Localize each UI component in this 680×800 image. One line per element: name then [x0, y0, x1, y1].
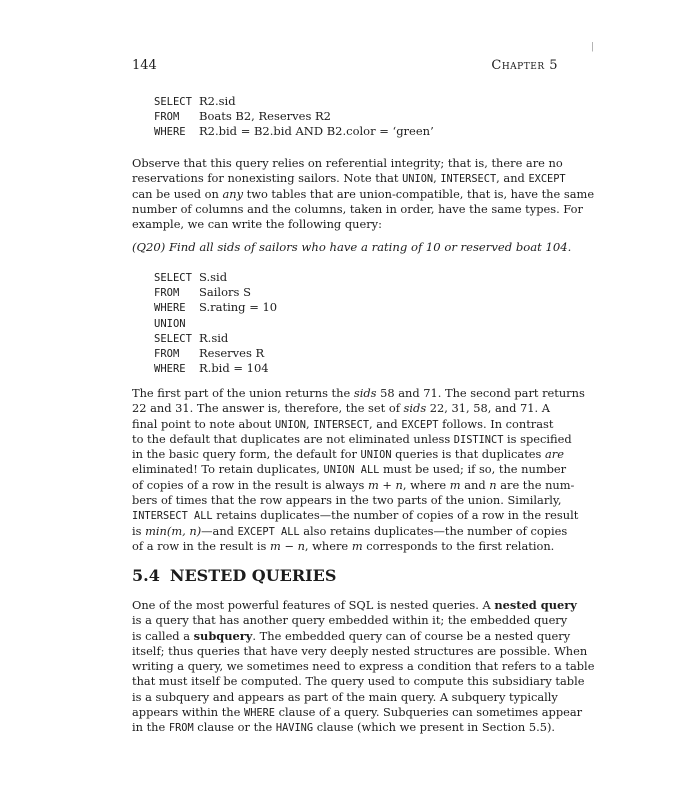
- sql-keyword: UNION: [360, 449, 392, 462]
- text-line: is a subquery and appears as part of the main query. A subquery typically: [132, 689, 558, 704]
- sql-keyword: INTERSECT ALL: [132, 510, 213, 523]
- sql-keyword: SELECT: [154, 272, 192, 284]
- page-number: 144: [132, 58, 157, 73]
- section-title: NESTED QUERIES: [169, 566, 337, 585]
- section-number: 5.4: [132, 566, 160, 585]
- text-line: writing a query, we sometimes need to express a condition that refers to a table: [132, 659, 595, 674]
- sql-keyword: WHERE: [154, 363, 186, 376]
- text-line: [132, 538, 555, 554]
- text-line: [132, 628, 571, 644]
- text-run: appears within the: [132, 705, 244, 720]
- chapter-label: Chapter 5: [491, 58, 558, 73]
- text-line: [132, 186, 595, 202]
- query-green-boats: [154, 94, 434, 140]
- query-line: [154, 285, 277, 300]
- text-line: [132, 401, 551, 416]
- sql-keyword: FROM: [154, 111, 180, 124]
- text-line: bers of times that the row appears in the two parts of the union. Similarly,: [132, 493, 562, 508]
- text-line: example, we can write the following query:: [132, 217, 382, 232]
- sql-keyword: EXCEPT: [528, 173, 566, 186]
- sql-expression: R2.sid: [199, 94, 236, 108]
- text-run: queries is that duplicates: [391, 447, 545, 462]
- sql-keyword: WHERE: [154, 302, 186, 315]
- paragraph-union-duplicates: [132, 386, 585, 554]
- section-heading: [132, 566, 336, 585]
- sql-expression: S.rating = 10: [199, 300, 278, 315]
- text-run: is specified: [503, 431, 572, 446]
- text-line: [132, 386, 585, 401]
- text-line: [132, 477, 575, 493]
- text-run: retains duplicates—the number of copies of a row in the result: [212, 508, 579, 523]
- math: m: [449, 477, 461, 492]
- text-line: number of columns and the columns, taken in order, have the same types. For: [132, 201, 583, 216]
- text-run: also retains duplicates—the number of copies: [299, 523, 568, 538]
- emphasis: any: [222, 186, 243, 201]
- query-line: [154, 346, 277, 361]
- math: m: [351, 538, 363, 553]
- emphasis: sids: [353, 386, 377, 400]
- text-run: 22, 31, 58, and 71. A: [426, 401, 551, 416]
- text-run: clause or the: [193, 720, 276, 735]
- text-line: itself; thus queries that have very deeply nested structures are possible. When: [132, 643, 588, 658]
- math: m + n: [367, 477, 403, 492]
- sql-expression: Boats B2, Reserves R2: [199, 109, 331, 124]
- text-run: is: [132, 523, 146, 538]
- text-line: [132, 431, 572, 447]
- sql-keyword: INTERSECT: [440, 173, 497, 186]
- text-run: clause of a query. Subqueries can sometimes appear: [275, 705, 583, 720]
- query-line: [154, 94, 434, 109]
- running-header: [132, 58, 558, 76]
- query-line: [154, 331, 277, 346]
- sql-keyword: EXCEPT ALL: [237, 525, 300, 538]
- defined-term: subquery: [193, 628, 253, 643]
- text-line: [132, 171, 566, 186]
- query-line: [154, 270, 277, 285]
- math: m − n: [269, 538, 305, 553]
- text-line: [132, 720, 556, 735]
- text-run: clause (which we present in Section 5.5).: [313, 720, 556, 735]
- sql-keyword: WHERE: [244, 707, 275, 720]
- text-line: Observe that this query relies on referential integrity; that is, there are no: [132, 156, 563, 170]
- text-run: is called a: [132, 628, 194, 643]
- text-run: final point to note about: [132, 416, 275, 431]
- sql-keyword: FROM: [168, 722, 194, 735]
- emphasis: sids: [403, 401, 427, 416]
- query-q20-caption: (Q20) Find all sids of sailors who have a rating of 10 or reserved boat 104.: [132, 240, 572, 254]
- edge-mark: |: [590, 42, 594, 52]
- sql-keyword: UNION: [402, 173, 434, 186]
- sql-keyword: HAVING: [275, 722, 314, 735]
- text-run: to the default that duplicates are not eliminated unless: [132, 431, 454, 446]
- text-run: —and: [201, 523, 238, 538]
- sql-keyword: UNION: [274, 418, 306, 431]
- sql-expression: Reserves R: [199, 345, 265, 360]
- text-line: [132, 523, 568, 539]
- sql-keyword: SELECT: [154, 96, 192, 108]
- math: n: [489, 477, 497, 492]
- text-run: in the: [132, 720, 169, 735]
- paragraph-nested-queries: [132, 598, 595, 736]
- query-line: [154, 300, 277, 315]
- math: min(m, n): [145, 523, 202, 538]
- text-run: ,: [305, 416, 314, 431]
- text-line: that must itself be computed. The query used to compute this subsidiary table: [132, 674, 585, 689]
- sql-expression: S.sid: [199, 270, 228, 284]
- paragraph-union-compatible: [132, 156, 595, 232]
- sql-keyword: SELECT: [154, 332, 192, 345]
- text-run: two tables that are union-compatible, that is, have the same: [243, 186, 595, 201]
- text-run: and: [460, 477, 490, 492]
- text-run: reservations for nonexisting sailors. Note that: [132, 171, 403, 186]
- sql-keyword: FROM: [154, 287, 180, 300]
- sql-expression: Sailors S: [199, 285, 251, 300]
- text-run: , and: [369, 416, 402, 431]
- query-q20: [154, 270, 277, 376]
- text-line: [132, 598, 577, 613]
- query-line: [154, 361, 277, 376]
- sql-keyword: DISTINCT: [453, 433, 504, 446]
- text-run: One of the most powerful features of SQL is nested queries. A: [132, 598, 495, 612]
- text-run: . The embedded query can of course be a nested query: [252, 628, 571, 643]
- sql-expression: R.bid = 104: [199, 361, 269, 376]
- text-run: must be used; if so, the number: [379, 462, 567, 477]
- emphasis: are: [544, 447, 564, 462]
- text-line: [132, 416, 554, 432]
- text-line: is a query that has another query embedded within it; the embedded query: [132, 613, 568, 628]
- sql-keyword: UNION ALL: [323, 464, 380, 477]
- text-line: [132, 508, 579, 523]
- text-run: , where: [402, 477, 450, 492]
- text-line: [132, 462, 567, 477]
- query-line: [154, 316, 277, 331]
- text-run: 22 and 31. The answer is, therefore, the set of: [132, 401, 404, 416]
- text-run: , where: [304, 538, 352, 553]
- sql-keyword: FROM: [154, 347, 180, 360]
- text-run: follows. In contrast: [438, 416, 554, 431]
- text-run: can be used on: [132, 186, 223, 201]
- text-run: corresponds to the first relation.: [362, 538, 555, 553]
- text-run: are the num-: [496, 477, 575, 492]
- text-run: eliminated! To retain duplicates,: [132, 462, 324, 477]
- sql-keyword: INTERSECT: [313, 418, 370, 431]
- text-run: of copies of a row in the result is always: [132, 477, 368, 492]
- query-line: [154, 124, 434, 139]
- text-run: in the basic query form, the default for: [132, 447, 361, 462]
- sql-expression: R2.bid = B2.bid AND B2.color = ‘green’: [199, 124, 434, 139]
- defined-term: nested query: [494, 598, 577, 612]
- text-run: of a row in the result is: [132, 538, 270, 553]
- query-line: [154, 109, 434, 124]
- text-line: [132, 705, 583, 720]
- text-run: ,: [433, 171, 441, 186]
- sql-keyword: UNION: [154, 317, 186, 330]
- text-run: , and: [496, 171, 529, 186]
- text-run: The first part of the union returns the: [132, 386, 354, 400]
- sql-keyword: EXCEPT: [401, 418, 439, 431]
- text-run: 58 and 71. The second part returns: [376, 386, 585, 400]
- text-line: [132, 447, 564, 462]
- sql-keyword: WHERE: [154, 126, 186, 139]
- sql-expression: R.sid: [199, 330, 229, 345]
